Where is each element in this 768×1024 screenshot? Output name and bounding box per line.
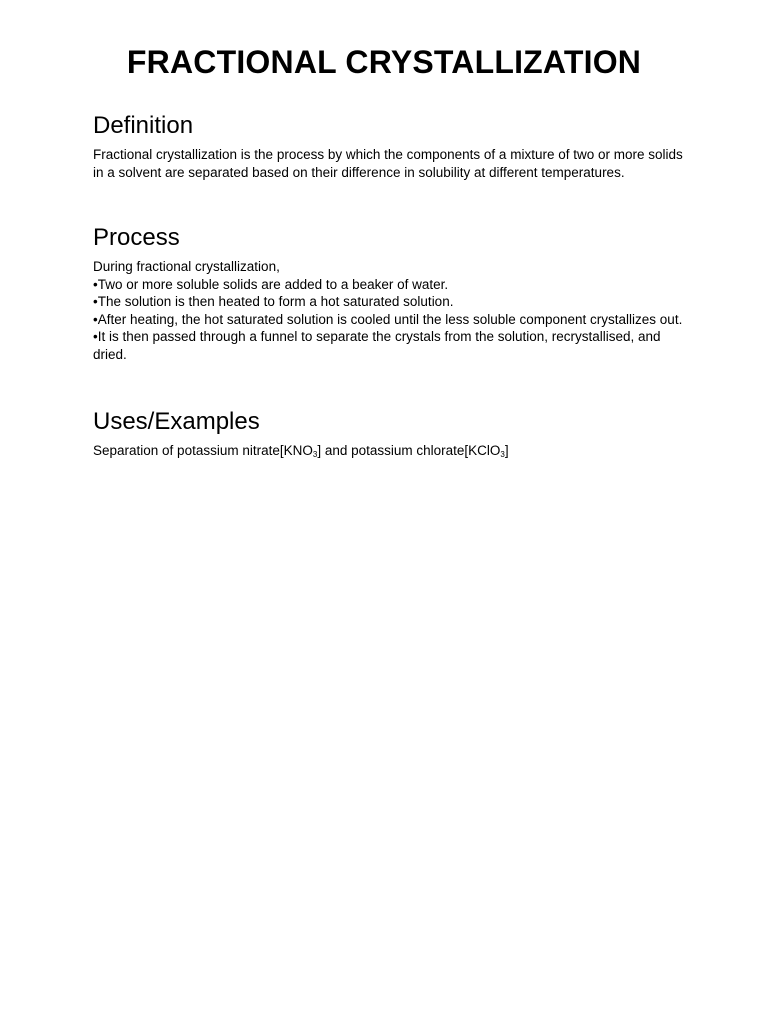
document-title: FRACTIONAL CRYSTALLIZATION: [126, 44, 642, 80]
uses-text: [93, 442, 683, 460]
process-step: [93, 293, 683, 311]
bullet-icon: •: [93, 276, 98, 292]
uses-text-part: ] and potassium chlorate[KClO: [317, 443, 501, 458]
bullet-icon: •: [93, 311, 98, 327]
definition-text: Fractional crystallization is the process by which the components of a mixture of two or more solids in a solvent are separated based on their difference in solubility at different temperatures.: [93, 147, 683, 180]
uses-section: [93, 408, 683, 460]
bullet-icon: •: [93, 294, 98, 310]
definition-heading: Definition: [93, 112, 194, 139]
process-intro: During fractional crystallization,: [93, 259, 280, 274]
process-step-text: Two or more soluble solids are added to a beaker of water.: [97, 276, 449, 292]
subscript-three: 3: [312, 450, 318, 459]
process-step-text: The solution is then heated to form a hot saturated solution.: [97, 294, 454, 310]
process-section: [93, 224, 683, 364]
uses-heading: Uses/Examples: [93, 408, 260, 435]
uses-text-part: Separation of potassium nitrate[KNO: [93, 443, 313, 458]
process-step: [93, 276, 683, 294]
process-step: [93, 328, 683, 363]
process-steps-list: [93, 276, 683, 364]
process-step: [93, 311, 683, 329]
bullet-icon: •: [93, 329, 98, 345]
process-step-text: It is then passed through a funnel to separate the crystals from the solution, recrystallised, and dried.: [93, 329, 661, 362]
uses-text-part: ]: [504, 443, 509, 458]
process-step-text: After heating, the hot saturated solution is cooled until the less soluble component crystallizes out.: [97, 311, 683, 327]
process-heading: Process: [93, 224, 180, 251]
definition-section: [93, 112, 683, 181]
subscript-three: 3: [500, 450, 505, 459]
